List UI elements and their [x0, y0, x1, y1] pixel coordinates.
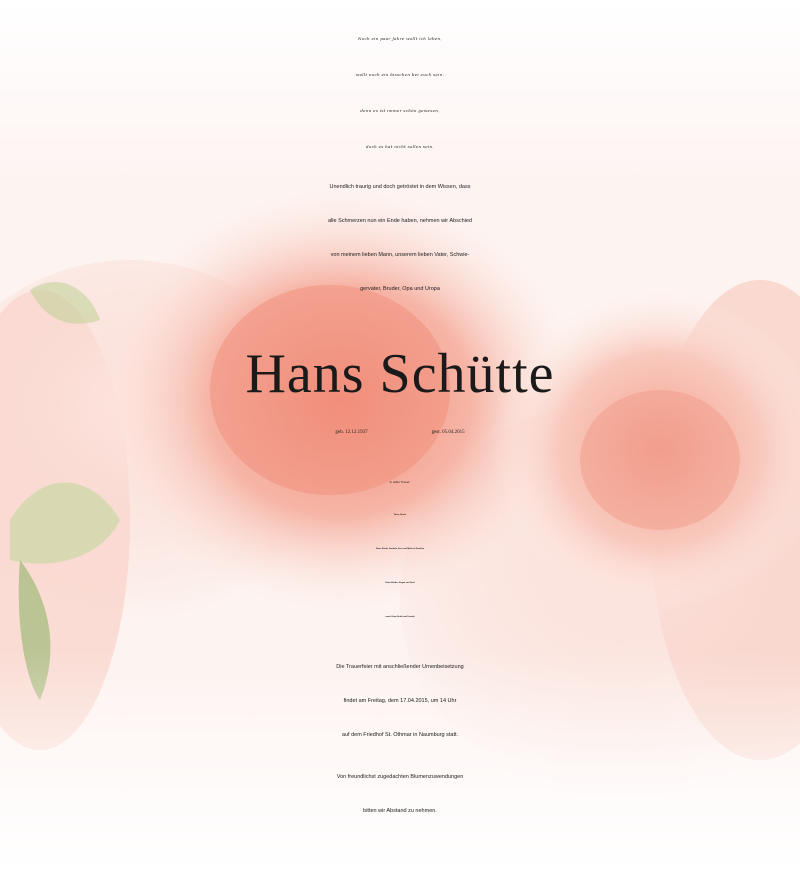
- funeral-line: Die Trauerfeier mit anschließender Urnenbeisetzung: [336, 664, 464, 670]
- deceased-name: Hans Schütte: [245, 343, 555, 405]
- mourner-line: Deine Gisela: [393, 514, 406, 516]
- birth-date: geb. 12.12.1937: [335, 430, 368, 435]
- poem-line: wollt noch ein bisschen bei euch sein,: [355, 72, 445, 77]
- death-date: gest. 05.04.2015: [431, 430, 465, 435]
- funeral-line: findet am Freitag, dem 17.04.2015, um 14 Uhr: [343, 698, 457, 704]
- mourning-intro: In stiller Trauer:: [389, 480, 411, 484]
- intro-line: alle Schmerzen nun ein Ende haben, nehmen wir Abschied: [327, 218, 472, 224]
- intro-line: von meinem lieben Mann, unserem lieben Vater, Schwie-: [330, 252, 470, 258]
- life-dates: [0, 430, 800, 435]
- flowers-note-line: bitten wir Abstand zu nehmen.: [363, 808, 437, 814]
- funeral-line: auf dem Friedhof St. Othmar in Naumburg statt.: [341, 732, 459, 738]
- intro-line: Unendlich traurig und doch getröstet in dem Wissen, dass: [329, 184, 471, 190]
- poem-line: Noch ein paar Jahre wollt ich leben,: [358, 36, 442, 41]
- poem-line: doch es hat nicht sollen sein.: [366, 144, 434, 149]
- mourner-line: Deine Brüder Jürgen und Gerd: [385, 582, 415, 584]
- intro-line: gervater, Bruder, Opa und Uropa: [360, 286, 440, 292]
- flowers-note-line: Von freundlichst zugedachten Blumenzuwendungen: [336, 774, 464, 780]
- mourner-line: sowie Deine Enkel und Urenkel: [385, 616, 415, 618]
- mourner-line: Deine Kinder Gundula, Jens und Maik mit Familien: [375, 548, 425, 550]
- poem-line: denn es ist immer schön gewesen,: [360, 108, 440, 113]
